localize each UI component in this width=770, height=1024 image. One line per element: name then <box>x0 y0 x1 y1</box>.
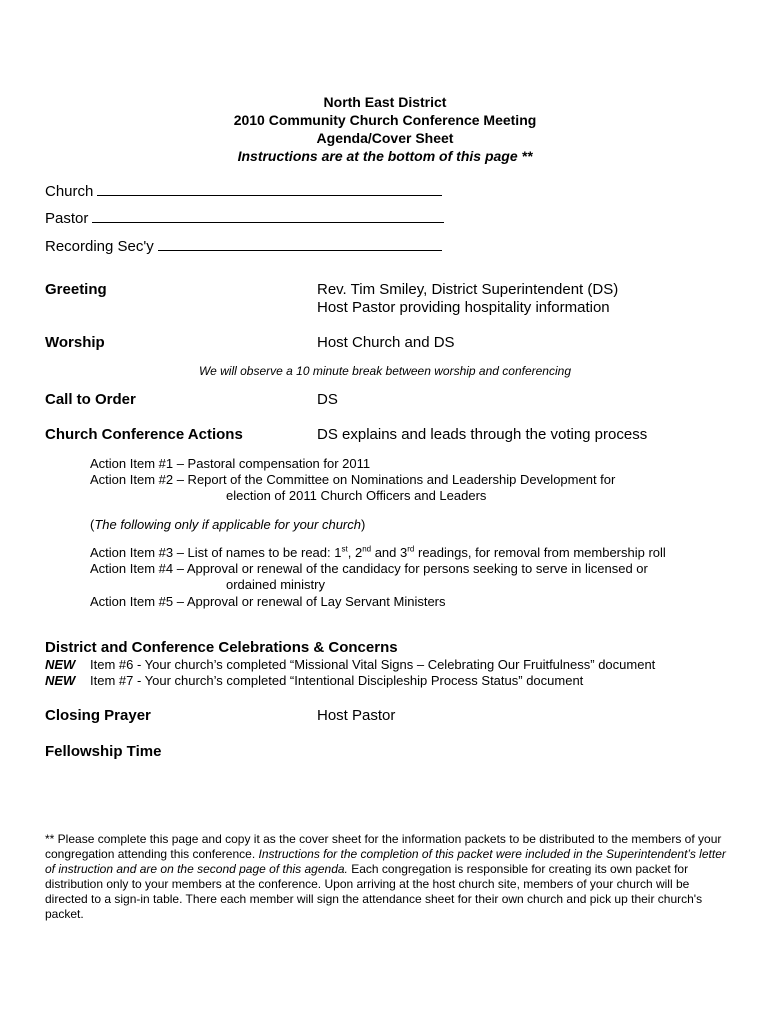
meeting-title: 2010 Community Church Conference Meeting <box>233 112 537 128</box>
pastor-field <box>45 208 444 229</box>
worship-value: Host Church and DS <box>317 334 455 351</box>
greeting-value-1: Rev. Tim Smiley, District Superintendent (DS) <box>317 281 619 298</box>
footnote-part-1: ** Please complete this page and copy it as the cover sheet for the information packets to be distributed to the members of your congregation attending this conference. <box>45 832 722 861</box>
celebration-item-6 <box>45 657 655 673</box>
applicable-note <box>90 517 365 533</box>
applicable-paren-open: ( <box>90 517 95 532</box>
action-item-4: Action Item #4 – Approval or renewal of the candidacy for persons seeking to serve in licensed or <box>90 561 648 576</box>
closing-prayer-label: Closing Prayer <box>45 707 151 724</box>
greeting-label: Greeting <box>45 281 107 298</box>
church-conference-actions-label: Church Conference Actions <box>45 426 243 443</box>
church-field <box>45 181 442 202</box>
church-label: Church <box>45 183 94 200</box>
action-item-2: Action Item #2 – Report of the Committee on Nominations and Leadership Development for <box>90 472 616 487</box>
action-item-3-sup-2: nd <box>362 544 372 554</box>
applicable-paren-close: ) <box>360 517 366 532</box>
fellowship-time-label: Fellowship Time <box>45 743 162 760</box>
recording-secretary-field <box>45 236 442 257</box>
document-header <box>0 93 770 165</box>
worship-label: Worship <box>45 334 105 351</box>
new-tag-2: NEW <box>45 673 76 688</box>
church-blank-line[interactable] <box>97 181 442 196</box>
closing-prayer-value: Host Pastor <box>317 707 396 724</box>
footnote-part-2-italic: Instructions for the completion of this packet were included in the Superintendent’s letter of instruction and are on the second page of this agenda. <box>45 847 726 876</box>
pastor-label: Pastor <box>45 210 89 227</box>
recording-secretary-blank-line[interactable] <box>158 236 442 251</box>
action-item-3-text-a: Action Item #3 – List of names to be read: 1 <box>90 545 342 560</box>
call-to-order-value: DS <box>317 391 338 408</box>
district-title: North East District <box>323 94 447 110</box>
church-conference-actions-value: DS explains and leads through the voting process <box>317 426 648 443</box>
call-to-order-label: Call to Order <box>45 391 136 408</box>
footnote-instructions <box>45 832 735 922</box>
action-item-1: Action Item #1 – Pastoral compensation for 2011 <box>90 456 371 471</box>
recording-secretary-label: Recording Sec'y <box>45 238 154 255</box>
instructions-note: Instructions are at the bottom of this page ** <box>237 148 533 164</box>
action-item-3 <box>90 545 666 561</box>
action-item-2-continued: election of 2011 Church Officers and Leaders <box>226 488 487 503</box>
celebration-item-7 <box>45 673 583 689</box>
item-6-text: Item #6 - Your church’s completed “Missional Vital Signs – Celebrating Our Fruitfulness” document <box>90 657 656 672</box>
action-item-3-sup-3: rd <box>407 544 415 554</box>
action-item-3-text-d: readings, for removal from membership roll <box>414 545 666 560</box>
break-note: We will observe a 10 minute break between worship and conferencing <box>199 364 571 378</box>
greeting-value-2: Host Pastor providing hospitality information <box>317 299 610 316</box>
action-item-3-text-b: , 2 <box>347 545 363 560</box>
pastor-blank-line[interactable] <box>92 208 444 223</box>
footnote-part-3: Each congregation is responsible for creating its own packet for distribution only to your members at the conference. Upon arriving at the host church site, members of your church will be directed to a sign-in table. There each member will sign the attendance sheet for their own church and pick up their church's packet. <box>45 862 703 921</box>
sheet-title: Agenda/Cover Sheet <box>316 130 454 146</box>
new-tag-1: NEW <box>45 657 76 672</box>
action-item-4-continued: ordained ministry <box>226 577 325 592</box>
action-item-3-text-c: and 3 <box>371 545 408 560</box>
applicable-text: The following only if applicable for your church <box>94 517 361 532</box>
action-item-5: Action Item #5 – Approval or renewal of Lay Servant Ministers <box>90 594 446 609</box>
action-item-3-sup-1: st <box>341 544 348 554</box>
celebrations-label: District and Conference Celebrations & Concerns <box>45 639 398 656</box>
item-7-text: Item #7 - Your church’s completed “Intentional Discipleship Process Status” document <box>90 673 584 688</box>
